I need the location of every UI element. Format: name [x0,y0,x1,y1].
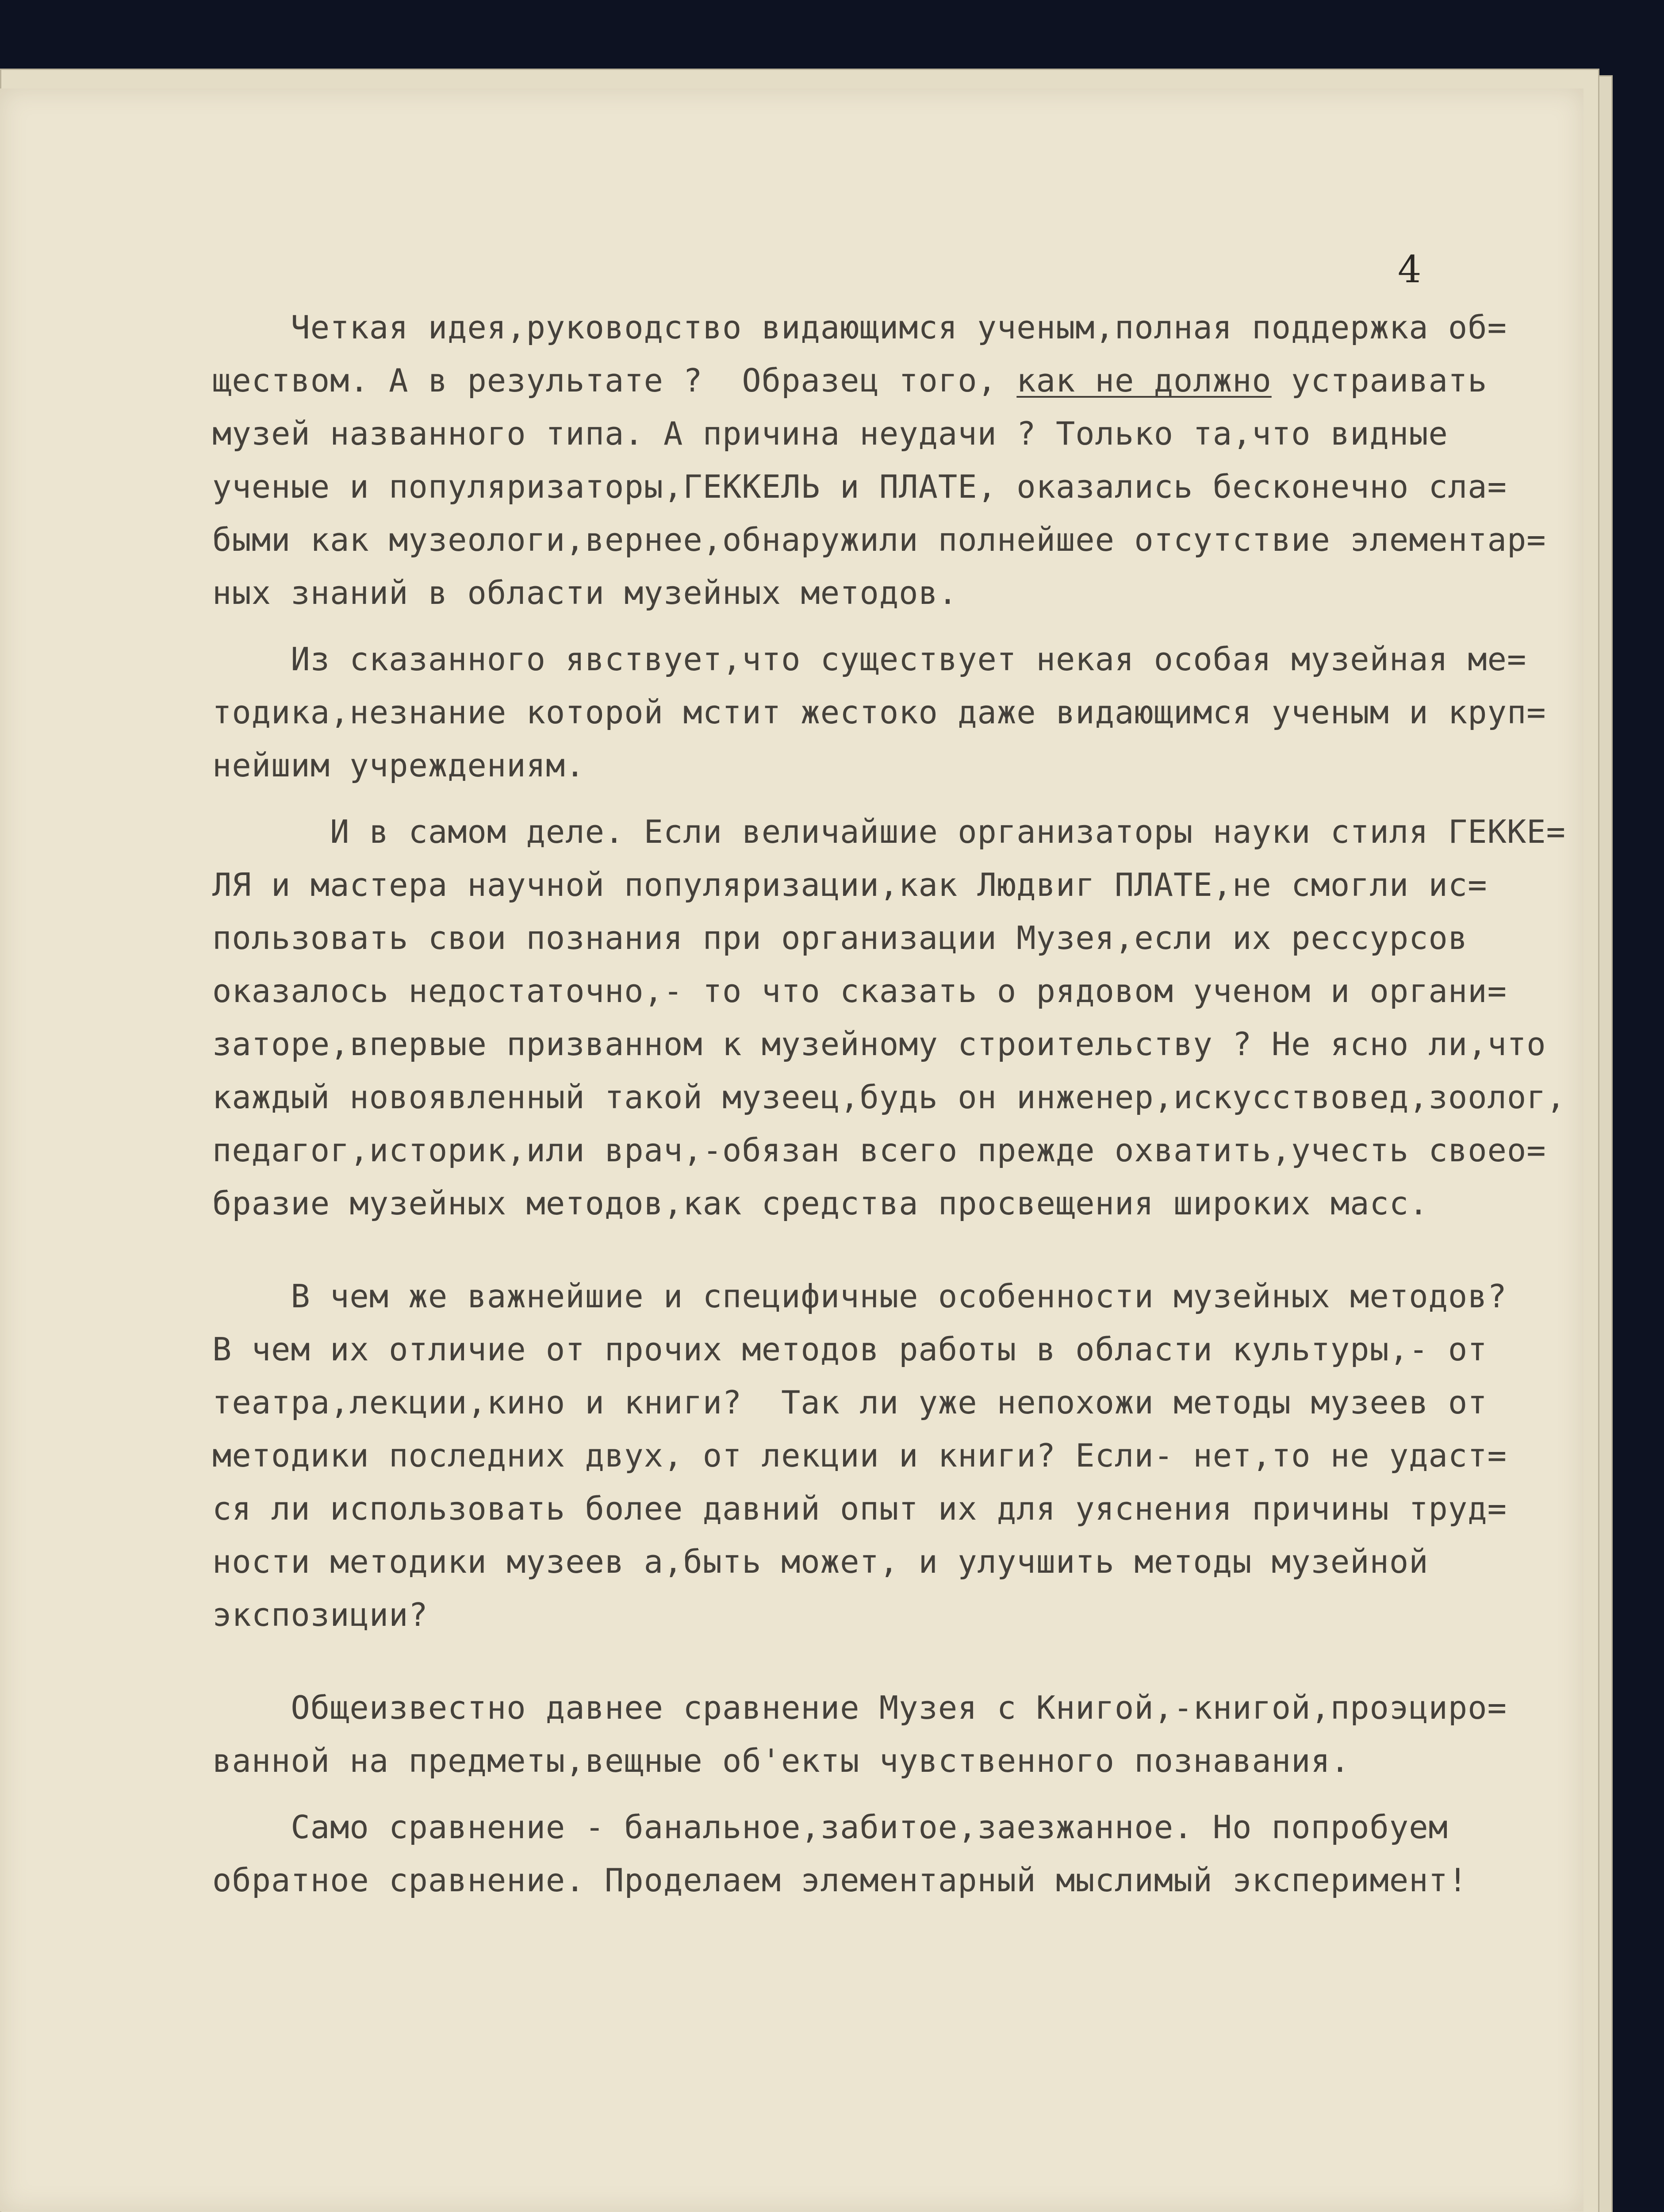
text-line: театра,лекции,кино и книги? Так ли уже непохожи методы музеев от [212,1384,1488,1421]
typewritten-text [212,301,1566,1907]
text-line: оказалось недостаточно,- то что сказать о рядовом ученом и органи= [212,972,1507,1010]
text-line: ных знаний в области музейных методов. [212,574,958,611]
paragraph [212,1270,1530,1641]
text-line: В чем же важнейшие и специфичные особенности музейных методов? [212,1278,1507,1315]
text-line: ученые и популяризаторы,ГЕККЕЛЬ и ПЛАТЕ, оказались бесконечно сла= [212,468,1507,505]
text-line: Четкая идея,руководство видающимся ученым,полная поддержка об= [212,309,1507,346]
text-line: ности методики музеев а,быть может, и улучшить методы музейной [212,1543,1429,1580]
text-line: ся ли использовать более давний опыт их для уяснения причины труд= [212,1490,1507,1527]
text-line: быми как музеологи,вернее,обнаружили полнейшее отсутствие элементар= [212,521,1546,558]
typewritten-page [0,88,1583,2212]
text-line: ванной на предметы,вещные об'екты чувственного познавания. [212,1742,1350,1779]
paragraph [212,301,1546,619]
text-line: Само сравнение - банальное,забитое,заезжанное. Но попробуем [212,1809,1448,1846]
text-line: ществом. А в результате ? Образец того, как не должно устраивать [212,362,1488,399]
text-line: педагог,историк,или врач,-обязан всего прежде охватить,учесть своео= [212,1132,1546,1169]
text-line: Общеизвестно давнее сравнение Музея с Книгой,-книгой,проэциро= [212,1689,1507,1726]
text-line: Из сказанного явствует,что существует некая особая музейная ме= [212,641,1527,678]
text-line: обратное сравнение. Проделаем элементарный мыслимый эксперимент! [212,1862,1468,1899]
underlined-phrase: как не должно [1016,362,1272,399]
text-line: музей названного типа. А причина неудачи ? Только та,что видные [212,415,1448,452]
paragraph [212,1681,1530,1787]
text-line: бразие музейных методов,как средства просвещения широких масс. [212,1185,1429,1222]
text-line: заторе,впервые призванном к музейному строительству ? Не ясно ли,что [212,1025,1546,1063]
text-line: пользовать свои познания при организации Музея,если их рессурсов [212,919,1468,956]
text-line: тодика,незнание которой мстит жестоко даже видающимся ученым и круп= [212,694,1546,731]
text-line: ЛЯ и мастера научной популяризации,как Людвиг ПЛАТЕ,не смогли ис= [212,866,1488,903]
text-line: В чем их отличие от прочих методов работы в области культуры,- от [212,1331,1488,1368]
page-number: 4 [1398,248,1422,291]
text-line: экспозиции? [212,1596,428,1633]
paragraph [212,805,1566,1230]
paragraph [212,1801,1530,1907]
paragraph [212,633,1546,792]
text-line: И в самом деле. Если величайшие организаторы науки стиля ГЕККЕ= [212,813,1566,850]
text-line: методики последних двух, от лекции и книги? Если- нет,то не удаст= [212,1437,1507,1474]
text-line: нейшим учреждениям. [212,747,585,784]
text-line: каждый новоявленный такой музеец,будь он инженер,искусствовед,зоолог, [212,1079,1566,1116]
page-stack [0,62,1610,2212]
